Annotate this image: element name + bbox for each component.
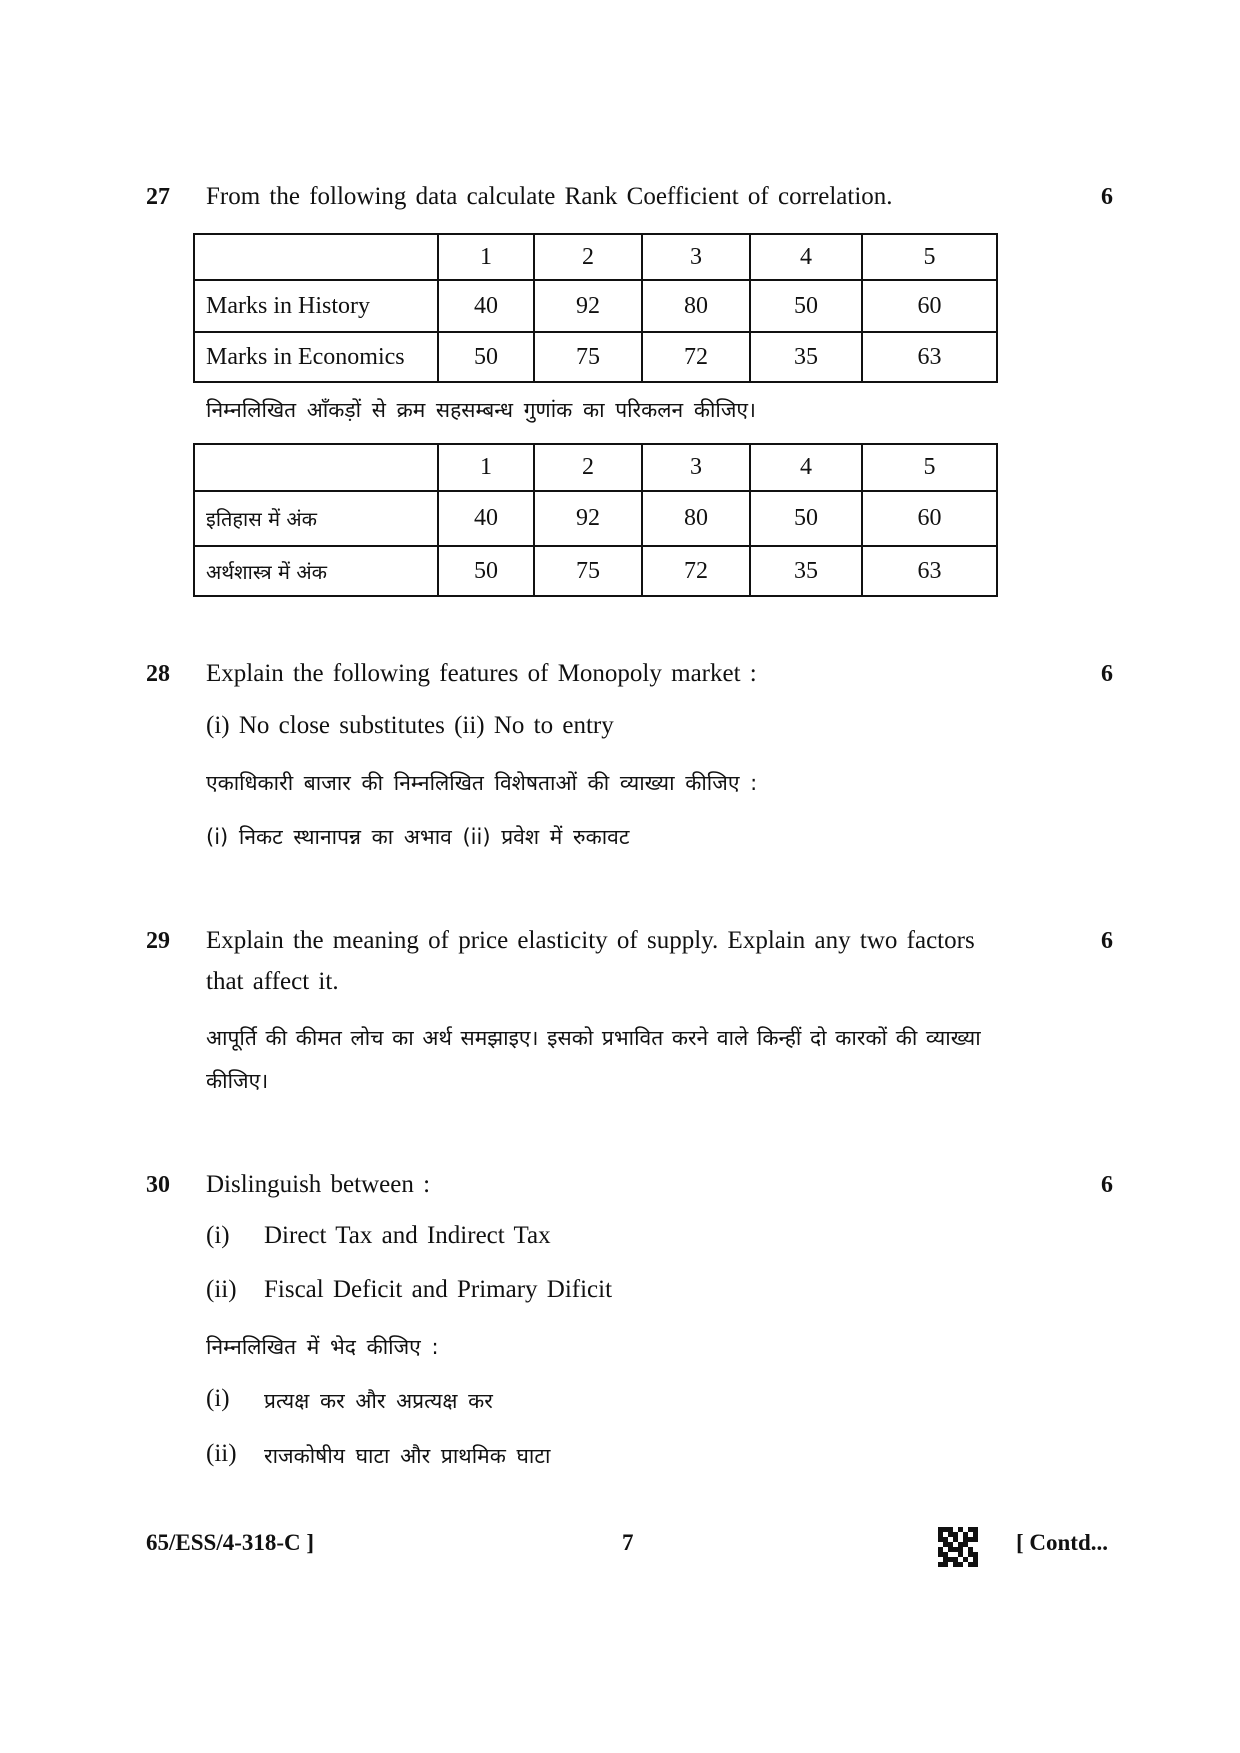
q30-text-en: Dislinguish between : <box>206 1171 431 1198</box>
q27-number: 27 <box>146 184 170 210</box>
row-label: इतिहास में अंक <box>194 491 438 546</box>
q30-item-num: (ii) <box>206 1440 237 1467</box>
table-cell: 92 <box>534 280 642 332</box>
q28-sub-hi: (i) निकट स्थानापन्न का अभाव (ii) प्रवेश में रुकावट <box>206 825 630 849</box>
q28-marks: 6 <box>1101 661 1113 687</box>
table-cell: 35 <box>750 332 862 382</box>
table-col-header: 4 <box>750 444 862 491</box>
q30-item-text: Fiscal Deficit and Primary Dificit <box>264 1276 613 1303</box>
table-cell: 60 <box>862 491 997 546</box>
table-cell: 50 <box>438 546 534 596</box>
q30-number: 30 <box>146 1172 170 1198</box>
q27-marks: 6 <box>1101 184 1113 210</box>
table-cell: 75 <box>534 546 642 596</box>
q30-marks: 6 <box>1101 1172 1113 1198</box>
q28-text-en: Explain the following features of Monopoly market : <box>206 660 757 687</box>
q30-item-text: Direct Tax and Indirect Tax <box>264 1222 551 1249</box>
q28-text-hi: एकाधिकारी बाजार की निम्नलिखित विशेषताओं की व्याख्या कीजिए : <box>206 771 758 795</box>
paper-code: 65/ESS/4-318-C ] <box>146 1530 315 1555</box>
q27-table-hi <box>193 443 998 597</box>
q30-item-text: प्रत्यक्ष कर और अप्रत्यक्ष कर <box>264 1389 493 1413</box>
table-cell: 75 <box>534 332 642 382</box>
table-cell: 72 <box>642 546 750 596</box>
table-row <box>194 280 997 332</box>
table-cell: 50 <box>438 332 534 382</box>
table-col-header: 2 <box>534 444 642 491</box>
table-corner-cell <box>194 234 438 280</box>
table-col-header: 5 <box>862 234 997 280</box>
q30-item-num: (ii) <box>206 1276 237 1303</box>
q29-text-hi-line1: आपूर्ति की कीमत लोच का अर्थ समझाइए। इसको प्रभावित करने वाले किन्हीं दो कारकों की व्याख्या <box>206 1026 981 1050</box>
page-number: 7 <box>622 1530 634 1555</box>
table-cell: 50 <box>750 491 862 546</box>
table-cell: 35 <box>750 546 862 596</box>
table-col-header: 1 <box>438 234 534 280</box>
q29-text-hi-line2: कीजिए। <box>206 1069 269 1093</box>
contd-label: [ Contd... <box>1016 1530 1109 1555</box>
table-cell: 63 <box>862 546 997 596</box>
table-cell: 60 <box>862 280 997 332</box>
table-cell: 72 <box>642 332 750 382</box>
table-corner-cell <box>194 444 438 491</box>
q29-text-en-line2: that affect it. <box>206 968 339 995</box>
q30-item-num: (i) <box>206 1385 230 1412</box>
table-col-header: 3 <box>642 234 750 280</box>
q28-number: 28 <box>146 661 170 687</box>
q27-table-en <box>193 233 998 383</box>
table-cell: 80 <box>642 491 750 546</box>
row-label: Marks in Economics <box>194 332 438 382</box>
q29-number: 29 <box>146 928 170 954</box>
row-label: Marks in History <box>194 280 438 332</box>
q29-marks: 6 <box>1101 928 1113 954</box>
qr-code-icon <box>938 1527 978 1567</box>
q27-text-hi: निम्नलिखित आँकड़ों से क्रम सहसम्बन्ध गुणांक का परिकलन कीजिए। <box>206 398 757 422</box>
table-cell: 40 <box>438 280 534 332</box>
q28-sub-en: (i) No close substitutes (ii) No to entry <box>206 712 614 739</box>
table-cell: 63 <box>862 332 997 382</box>
q30-item-text: राजकोषीय घाटा और प्राथमिक घाटा <box>264 1444 551 1468</box>
q30-text-hi: निम्नलिखित में भेद कीजिए : <box>206 1335 439 1359</box>
table-row <box>194 491 997 546</box>
q27-text-en: From the following data calculate Rank Coefficient of correlation. <box>206 183 893 210</box>
table-col-header: 4 <box>750 234 862 280</box>
table-row <box>194 546 997 596</box>
q29-text-en-line1: Explain the meaning of price elasticity of supply. Explain any two factors <box>206 927 975 954</box>
table-row <box>194 332 997 382</box>
table-header-row <box>194 234 997 280</box>
table-col-header: 5 <box>862 444 997 491</box>
table-col-header: 3 <box>642 444 750 491</box>
table-header-row <box>194 444 997 491</box>
table-cell: 92 <box>534 491 642 546</box>
table-col-header: 1 <box>438 444 534 491</box>
table-cell: 50 <box>750 280 862 332</box>
table-col-header: 2 <box>534 234 642 280</box>
table-cell: 40 <box>438 491 534 546</box>
table-cell: 80 <box>642 280 750 332</box>
q30-item-num: (i) <box>206 1222 230 1249</box>
row-label: अर्थशास्त्र में अंक <box>194 546 438 596</box>
